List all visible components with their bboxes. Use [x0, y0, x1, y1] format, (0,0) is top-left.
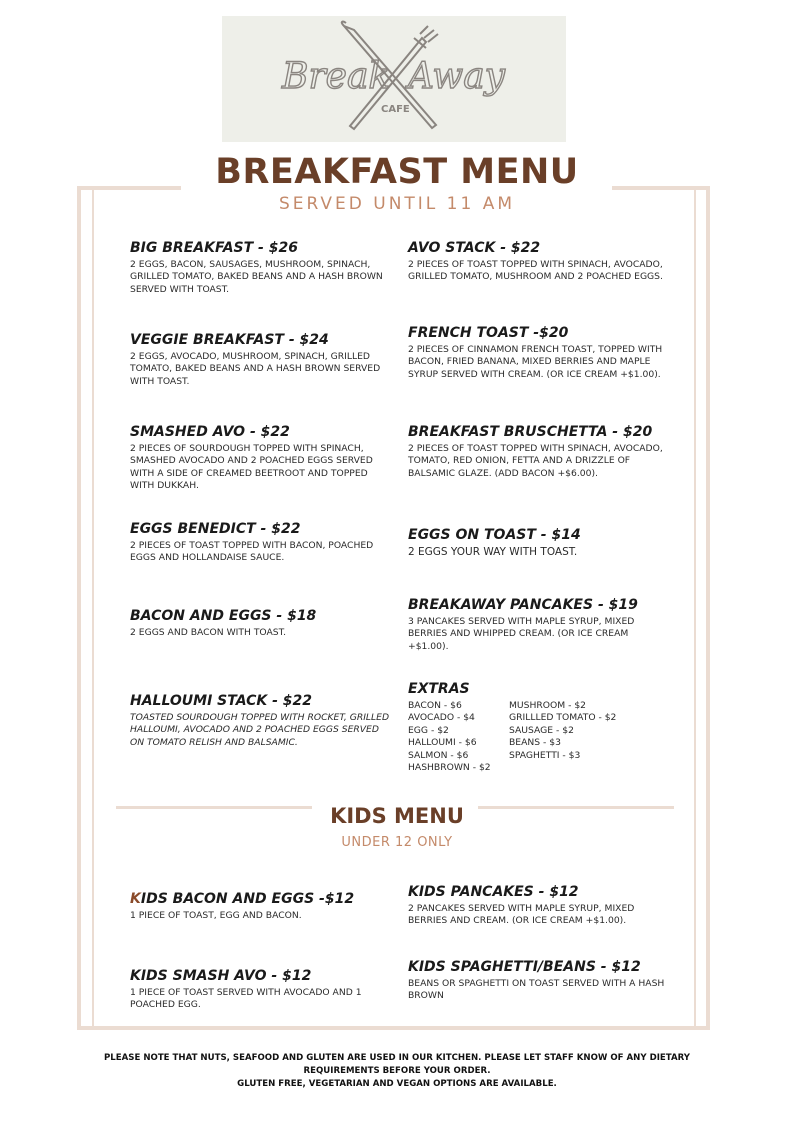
menu-item-desc: 1 PIECE OF TOAST, EGG AND BACON. [130, 910, 302, 921]
menu-item-avo-stack [408, 239, 668, 284]
frame-left-outer [77, 186, 81, 1030]
dietary-notice-line-2: REQUIREMENTS BEFORE YOUR ORDER. [303, 1066, 491, 1076]
menu-item-desc: 2 EGGS, AVOCADO, MUSHROOM, SPINACH, GRILLED TOMATO, BAKED BEANS AND A HASH BROWN SERVED WITH TOAST. [130, 351, 381, 387]
menu-item-title: AVO STACK - $22 [408, 240, 541, 256]
menu-item-title [130, 890, 390, 908]
extras-item: SPAGHETTI - $3 [509, 749, 581, 761]
extras-item: EGG - $2 [408, 724, 449, 736]
menu-item-big-breakfast [130, 239, 390, 296]
menu-item-desc: 2 EGGS, BACON, SAUSAGES, MUSHROOM, SPINACH, GRILLED TOMATO, BAKED BEANS AND A HASH BROWN SERVED WITH TOAST. [130, 259, 383, 295]
menu-item-title: KIDS SPAGHETTI/BEANS - $12 [408, 959, 641, 975]
logo-mark [222, 16, 566, 142]
menu-item-title: BACON AND EGGS - $18 [130, 608, 317, 624]
menu-item-eggs-on-toast [408, 526, 668, 558]
extras-item: SALMON - $6 [408, 749, 469, 761]
frame-bottom [77, 1026, 710, 1030]
logo-word-right: Away [408, 56, 505, 97]
menu-item-title: EGGS ON TOAST - $14 [408, 527, 581, 543]
menu-item-desc: 2 PIECES OF TOAST TOPPED WITH SPINACH, AVOCADO, GRILLED TOMATO, MUSHROOM AND 2 POACHED EGGS. [408, 259, 663, 283]
menu-item-desc: 1 PIECE OF TOAST SERVED WITH AVOCADO AND 1 POACHED EGG. [130, 987, 362, 1011]
page-subtitle: SERVED UNTIL 11 AM [278, 194, 516, 214]
menu-item-kids-bacon-and-eggs [130, 890, 390, 922]
menu-item-title: KIDS SMASH AVO - $12 [130, 968, 312, 984]
menu-item-kids-spaghetti-beans [408, 958, 668, 1003]
extras-item: AVOCADO - $4 [408, 712, 475, 724]
cafe-logo [222, 16, 566, 142]
menu-item-title: SMASHED AVO - $22 [130, 424, 290, 440]
extras-section [408, 680, 668, 780]
menu-item-kids-smash-avo [130, 967, 390, 1012]
menu-item-desc: TOASTED SOURDOUGH TOPPED WITH ROCKET, GRILLED HALLOUMI, AVOCADO AND 2 POACHED EGGS SERVED ON TOMATO RELISH AND BALSAMIC. [130, 712, 390, 748]
menu-item-bacon-and-eggs [130, 607, 390, 639]
menu-item-desc: 2 EGGS AND BACON WITH TOAST. [130, 627, 287, 638]
dietary-notice [40, 1052, 754, 1091]
menu-item-title: BREAKFAST BRUSCHETTA - $20 [408, 424, 653, 440]
kids-menu-title: KIDS MENU [330, 804, 464, 828]
page-title: BREAKFAST MENU [215, 152, 579, 192]
logo-word-sub: CAFE [381, 104, 410, 115]
menu-item-title: VEGGIE BREAKFAST - $24 [130, 332, 329, 348]
kids-menu-subtitle: UNDER 12 ONLY [341, 835, 453, 850]
menu-item-title-rest: IDS BACON AND EGGS -$12 [140, 891, 355, 907]
extras-list [408, 700, 668, 780]
dietary-notice-line-3: GLUTEN FREE, VEGETARIAN AND VEGAN OPTIONS ARE AVAILABLE. [237, 1079, 557, 1089]
menu-item-title: FRENCH TOAST -$20 [408, 325, 569, 341]
menu-item-smashed-avo [130, 423, 390, 493]
extras-col-2 [509, 700, 616, 762]
menu-item-eggs-benedict [130, 520, 390, 565]
menu-item-desc: 2 PIECES OF TOAST TOPPED WITH SPINACH, AVOCADO, TOMATO, RED ONION, FETTA AND A DRIZZLE OF BALSAMIC GLAZE. (ADD BACON +$6.00). [408, 443, 663, 479]
menu-item-veggie-breakfast [130, 331, 390, 388]
menu-item-desc: 2 PIECES OF CINNAMON FRENCH TOAST, TOPPED WITH BACON, FRIED BANANA, MIXED BERRIES AND MAPLE SYRUP SERVED WITH CREAM. (OR ICE CREAM +$1.00). [408, 344, 663, 380]
menu-item-french-toast [408, 324, 668, 381]
extras-item: HALLOUMI - $6 [408, 737, 477, 749]
frame-left-inner [92, 190, 94, 1030]
extras-item: SAUSAGE - $2 [509, 724, 574, 736]
frame-right-outer [706, 186, 710, 1030]
extras-item: MUSHROOM - $2 [509, 700, 587, 711]
extras-item: BEANS - $3 [509, 737, 561, 749]
menu-item-desc: 2 PIECES OF TOAST TOPPED WITH BACON, POACHED EGGS AND HOLLANDAISE SAUCE. [130, 540, 374, 564]
menu-item-title: BREAKAWAY PANCAKES - $19 [408, 597, 638, 613]
extras-col-1 [408, 700, 491, 774]
menu-item-title: HALLOUMI STACK - $22 [130, 693, 313, 709]
menu-item-breakfast-bruschetta [408, 423, 668, 480]
dietary-notice-line-1: PLEASE NOTE THAT NUTS, SEAFOOD AND GLUTEN ARE USED IN OUR KITCHEN. PLEASE LET STAFF KNOW OF ANY DIETARY [103, 1053, 691, 1063]
menu-item-desc: 2 PIECES OF SOURDOUGH TOPPED WITH SPINACH, SMASHED AVOCADO AND 2 POACHED EGGS SERVED WITH A SIDE OF CREAMED BEETROOT AND TOPPED WITH DUKKAH. [130, 443, 373, 492]
menu-item-title: EGGS BENEDICT - $22 [130, 521, 301, 537]
extras-item: GRILLLED TOMATO - $2 [509, 712, 617, 724]
menu-item-desc: 2 EGGS YOUR WAY WITH TOAST. [408, 546, 578, 558]
frame-right-inner [694, 190, 696, 1030]
extras-item: HASHBROWN - $2 [408, 762, 491, 774]
extras-item: BACON - $6 [408, 700, 462, 711]
menu-item-halloumi-stack [130, 692, 390, 749]
extras-title: EXTRAS [408, 681, 470, 697]
menu-item-desc: 2 PANCAKES SERVED WITH MAPLE SYRUP, MIXED BERRIES AND CREAM. (OR ICE CREAM +$1.00). [408, 903, 635, 927]
menu-item-title: KIDS PANCAKES - $12 [408, 884, 579, 900]
menu-item-title: BIG BREAKFAST - $26 [130, 240, 298, 256]
menu-item-breakaway-pancakes [408, 596, 668, 653]
menu-item-title-first-letter: K [130, 891, 141, 907]
menu-item-desc: 3 PANCAKES SERVED WITH MAPLE SYRUP, MIXED BERRIES AND WHIPPED CREAM. (OR ICE CREAM +$1.00). [408, 616, 635, 652]
logo-word-left: Break [282, 56, 391, 97]
menu-item-desc: BEANS OR SPAGHETTI ON TOAST SERVED WITH A HASH BROWN [408, 978, 665, 1002]
menu-item-kids-pancakes [408, 883, 668, 928]
